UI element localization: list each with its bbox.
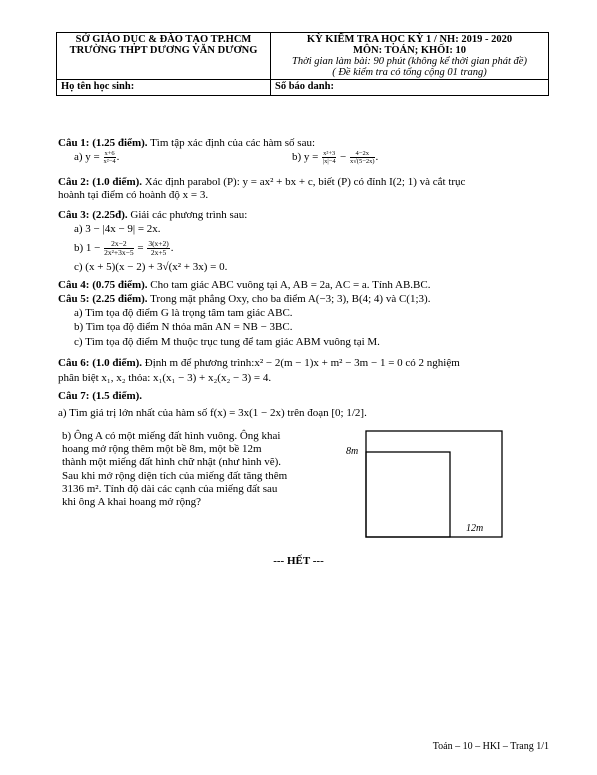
q2-line: Câu 2: (1.0 điểm). Xác định parabol (P): y = ax² + bx + c, biết (P) có đỉnh I(2; 1) và cắt trục bbox=[58, 176, 466, 188]
q3-line: Câu 3: (2.25đ). Giải các phương trình sau: bbox=[58, 209, 248, 221]
department-name: SỞ GIÁO DỤC & ĐÀO TẠO TP.HCM bbox=[75, 34, 252, 45]
page-footer: Toán – 10 – HKI – Trang 1/1 bbox=[432, 741, 549, 752]
q1-line bbox=[58, 137, 315, 150]
q7b-paragraph: b) Ông A có một miếng đất hình vuông. Ông khai hoang mở rộng thêm một bề 8m, một bề 12m thành một miếng đất hình chữ nhật (như hình vẽ). Sau khi mở rộng diện tích của miếng đất tăng thêm 3136 m². Tính độ dài các cạnh của miếng đất sau khi ông A khai hoang mở rộng? bbox=[62, 430, 288, 509]
subject-grade: MÔN: TOÁN; KHỐI: 10 bbox=[352, 45, 467, 56]
exam-header bbox=[56, 32, 549, 96]
q3c: c) (x + 5)(x − 2) + 3√(x² + 3x) = 0. bbox=[74, 261, 228, 273]
inner-square bbox=[366, 452, 450, 537]
q1a: a) y = $\frac{x+6}{\text{x²−4}}$ . bbox=[74, 150, 120, 165]
label-8m: 8m bbox=[346, 446, 359, 457]
q6-line2: phân biệt x₁, x₂ thỏa: x₁(x₁ − 3) + x₂(x₂ − 3) = 4. bbox=[58, 372, 272, 384]
page-count-note: ( Đề kiểm tra có tổng cộng 01 trang) bbox=[332, 67, 487, 78]
q5c: c) Tìm tọa độ điểm M thuộc trục tung để tam giác ABM vuông tại M. bbox=[74, 336, 380, 348]
land-figure bbox=[340, 425, 520, 545]
end-marker: --- HẾT --- bbox=[273, 555, 324, 567]
exam-info bbox=[271, 33, 549, 80]
q6-line: Câu 6: (1.0 điểm). Định m để phương trình:x² − 2(m − 1)x + m² − 3m − 1 = 0 có 2 nghiệm bbox=[58, 357, 460, 369]
time-limit: Thời gian làm bài: 90 phút (không kể thời gian phát đề) bbox=[292, 56, 527, 67]
q2-line2: hoành tại điểm có hoành độ x = 3. bbox=[58, 189, 209, 201]
label-12m: 12m bbox=[466, 523, 484, 534]
q1b: b) y = $\frac{\text{x²+3}}{|x|-4}$ − $\frac{4-2x}{x√(5-2x)}$ . bbox=[292, 150, 379, 165]
q5-line: Câu 5: (2.25 điểm). Trong mặt phẳng Oxy, cho ba điểm A(−3; 3), B(4; 4) và C(1;3). bbox=[58, 293, 431, 305]
school-info bbox=[57, 33, 271, 80]
student-id-field: Số báo danh: bbox=[271, 80, 549, 96]
q7a: a) Tìm giá trị lớn nhất của hàm số f(x) = 3x(1 − 2x) trên đoạn [0; 1/2]. bbox=[58, 407, 367, 419]
q3b: b) 1 − $\frac{2x-2}{\text{2x²+3x−5}}$ = $\frac{3(x+2)}{2x+5}$ . bbox=[74, 239, 174, 257]
q1-text: Tìm tập xác định của các hàm số sau: bbox=[147, 137, 316, 149]
student-name-field: Họ tên học sinh: bbox=[57, 80, 271, 96]
q1-label: Câu 1: (1.25 điểm). bbox=[58, 137, 148, 149]
q4-line: Câu 4: (0.75 điểm). Cho tam giác ABC vuông tại A, AB = 2a, AC = a. Tính AB.BC. bbox=[58, 279, 431, 291]
q7-line: Câu 7: (1.5 điểm). bbox=[58, 390, 143, 402]
q5b: b) Tìm tọa độ điểm N thỏa mãn AN = NB − 3BC. bbox=[74, 321, 293, 333]
school-name: TRƯỜNG THPT DƯƠNG VĂN DƯƠNG bbox=[69, 45, 258, 56]
exam-title: KỲ KIỂM TRA HỌC KỲ 1 / NH: 2019 - 2020 bbox=[306, 34, 513, 45]
q5a: a) Tìm tọa độ điểm G là trọng tâm tam giác ABC. bbox=[74, 307, 293, 319]
q3a: a) 3 − |4x − 9| = 2x. bbox=[74, 223, 161, 235]
